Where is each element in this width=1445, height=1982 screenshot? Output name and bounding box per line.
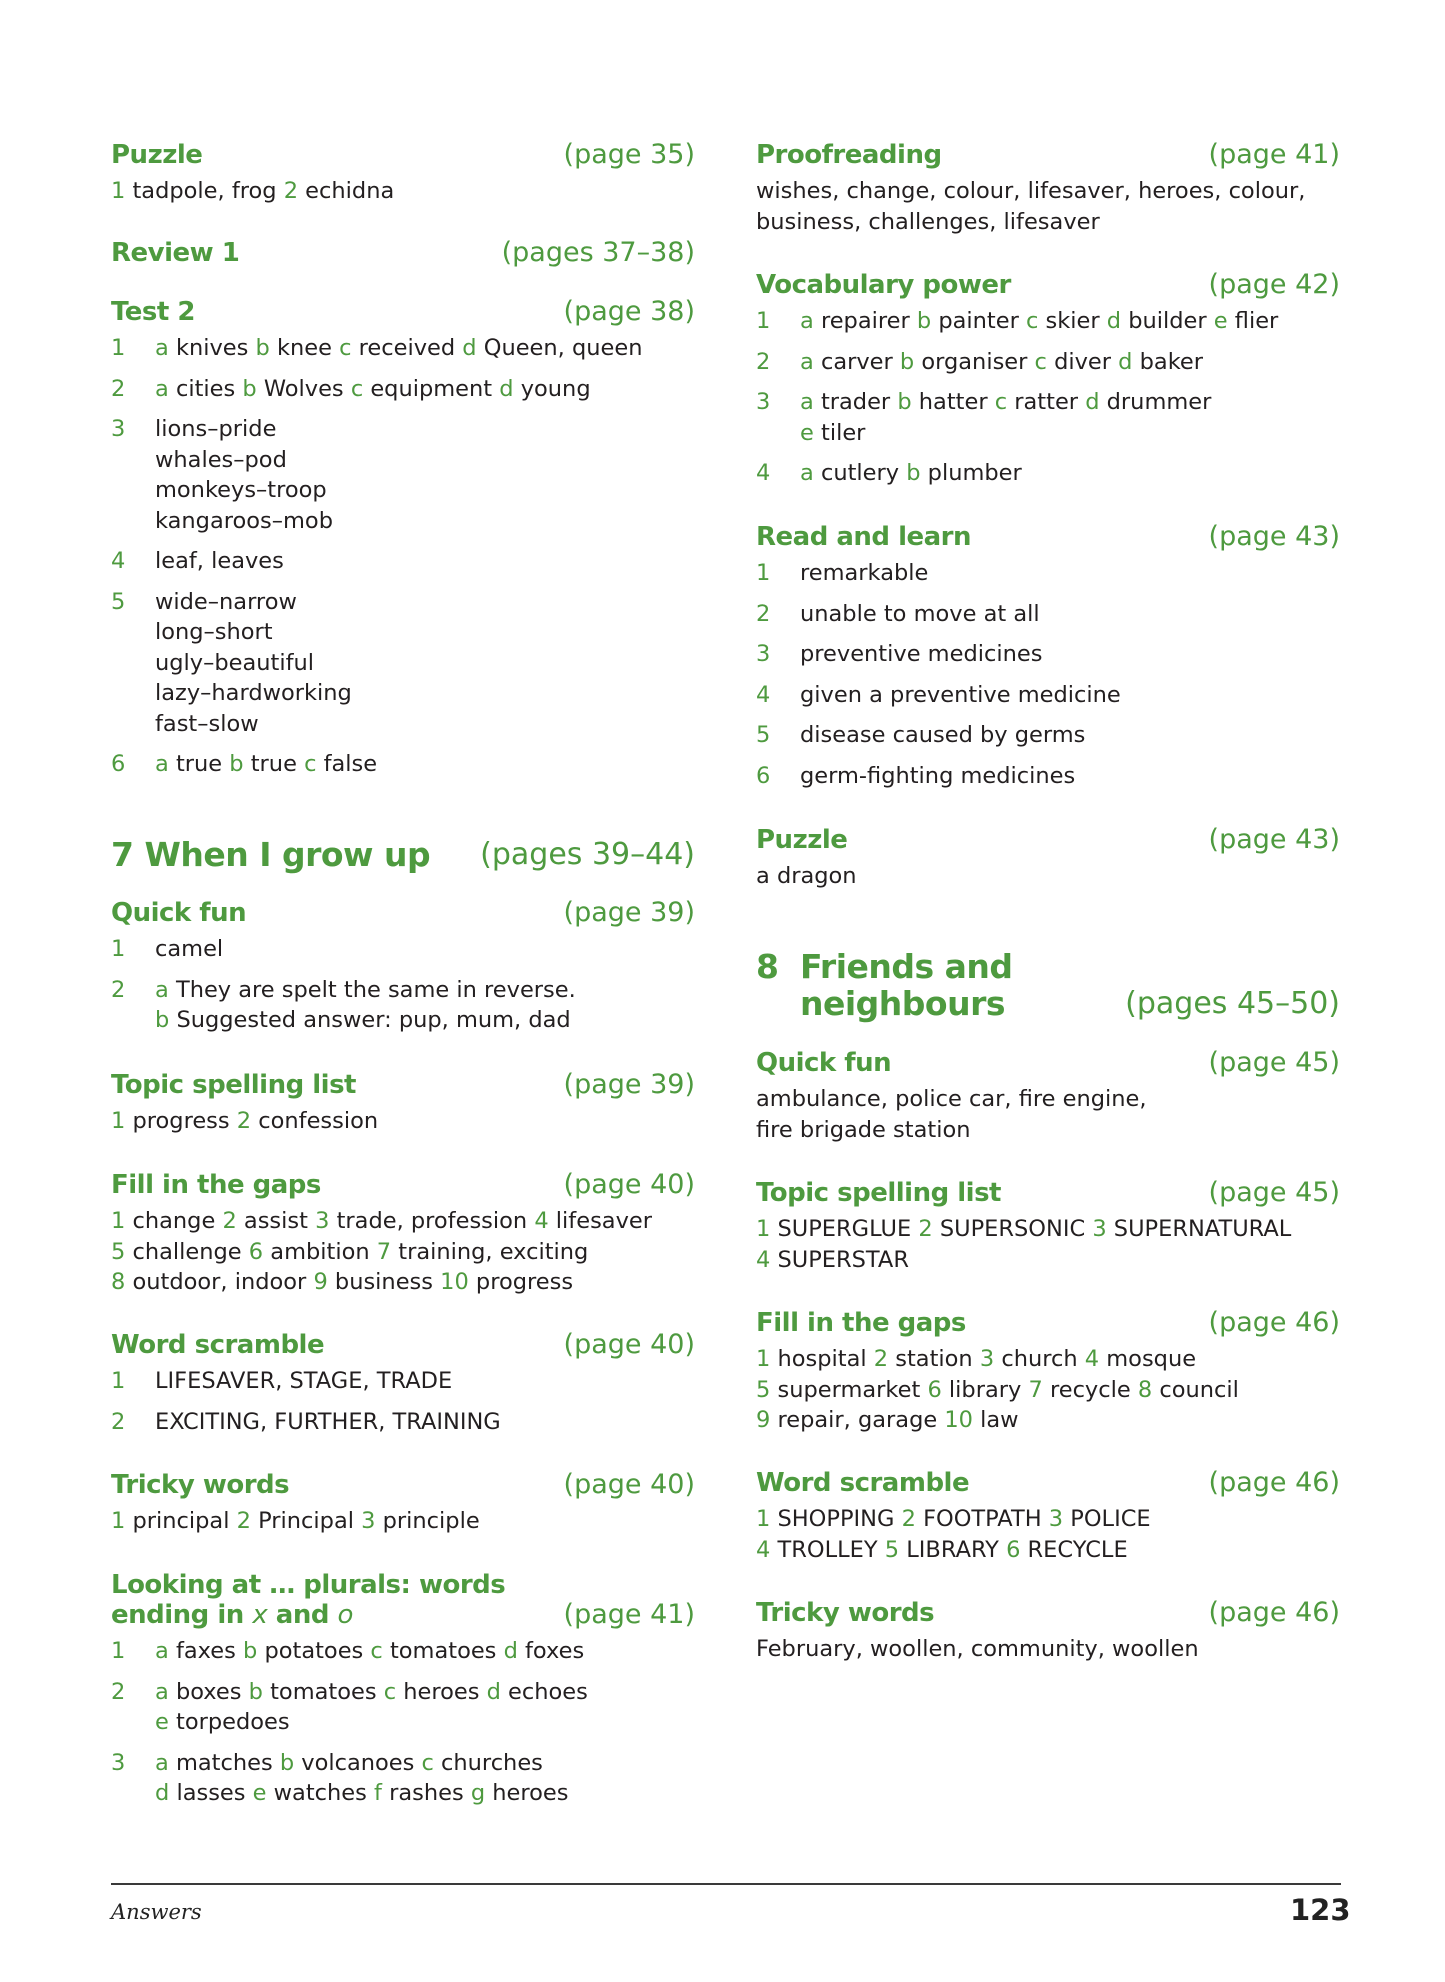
page-ref: (page 40) [563,1329,695,1360]
section-title: Vocabulary power [756,270,1011,300]
page-ref: (pages 37–38) [501,237,695,268]
section-title: Tricky words [111,1470,290,1500]
answer-item: 2 a carver b organiser c diver d baker [756,348,1204,375]
answer-item: 2 a boxes b tomatoes c heroes d echoes e torpedoes [111,1678,588,1735]
answer-item: 1 a repairer b painter c skier d builder e flier [756,308,1279,334]
answer-line: 1 tadpole, frog 2 echidna [111,178,395,204]
section-title: Word scramble [756,1468,970,1498]
page-ref: (page 40) [563,1169,695,1200]
section-tricky-words-40: Tricky words (page 40) 1 principal 2 Principal 3 principle [111,1469,695,1534]
section-title: Word scramble [111,1330,325,1360]
section-title: Puzzle [756,825,848,855]
section-vocabulary-power-42 [756,270,1340,499]
answer-item: 2 unable to move at all [756,600,1040,627]
page-ref: (page 41) [563,1599,695,1630]
page-ref: (page 45) [1208,1047,1340,1078]
answer-item: 2 a cities b Wolves c equipment d young [111,375,591,402]
answer-item: 1 remarkable [756,560,929,586]
page-ref: (page 43) [1208,521,1340,552]
section-puzzle-35 [111,140,695,207]
section-test-2 [111,297,695,790]
page-ref: (page 39) [563,1069,695,1100]
answer-item: 3 a matches b volcanoes c churches d lasses e watches f rashes g heroes [111,1749,569,1806]
section-word-scramble-40 [111,1330,695,1447]
section-review-1 [111,238,695,268]
section-title: Test 2 [111,297,195,327]
section-title: Tricky words [756,1598,935,1628]
answer-item: 1 LIFESAVER, STAGE, TRADE [111,1368,453,1394]
section-title: Read and learn [756,522,972,552]
answer-item: 5 wide–narrow long–short ugly–beautiful lazy–hardworking fast–slow [111,588,352,737]
section-puzzle-43: Puzzle (page 43) a dragon [756,824,1340,889]
section-title: Topic spelling list [111,1070,356,1100]
section-title: Review 1 [111,238,240,268]
page-ref: (page 38) [563,296,695,327]
answer-item: 4 given a preventive medicine [756,681,1121,708]
answer-item: 5 disease caused by germs [756,722,1086,748]
answer-item: 2 EXCITING, FURTHER, TRAINING [111,1408,501,1435]
section-quick-fun-39 [111,898,695,1046]
section-quick-fun-45: Quick fun (page 45) ambulance, police car, fire engine, fire brigade station [756,1047,1340,1143]
section-proofreading-41: Proofreading (page 41) wishes, change, colour, lifesaver, heroes, colour, business, challenges, lifesaver [756,139,1340,235]
answer-item: 1 a faxes b potatoes c tomatoes d foxes [111,1638,585,1664]
answer-item: 1 a knives b knee c received d Queen, queen [111,335,643,361]
page-ref: (page 35) [563,139,695,170]
section-plurals-41 [111,1570,695,1819]
page-ref: (page 43) [1208,824,1340,855]
answer-item: 6 a true b true c false [111,751,378,777]
section-title: Quick fun [111,898,247,928]
answer-item: 3 a trader b hatter c ratter d drummer e tiler [756,389,1212,446]
section-title: Puzzle [111,140,203,170]
chapter-7-heading [111,836,695,873]
section-fill-gaps-40: Fill in the gaps (page 40) 1 change 2 assist 3 trade, profession 4 lifesaver 5 challenge 6 ambition 7 training, exciting 8 outdoor, indoor 9 business 10 progress [111,1169,695,1295]
page-number: 123 [1290,1893,1351,1927]
section-title: Quick fun [756,1048,892,1078]
section-word-scramble-46: Word scramble (page 46) 1 SHOPPING 2 FOOTPATH 3 POLICE 4 TROLLEY 5 LIBRARY 6 RECYCLE [756,1467,1340,1563]
section-title: Looking at … plurals: words ending in x and o [111,1570,506,1630]
page-ref: (page 46) [1208,1467,1340,1498]
chapter-title: 8 Friends and neighbours [756,947,1013,1023]
answer-item: 6 germ-fighting medicines [756,762,1076,789]
section-title: Fill in the gaps [756,1308,966,1338]
page-ref: (page 41) [1208,139,1340,170]
section-tricky-words-46: Tricky words (page 46) February, woollen, community, woollen [756,1597,1340,1662]
answer-item: 3 preventive medicines [756,641,1043,667]
section-topic-spelling-45: Topic spelling list (page 45) 1 SUPERGLUE 2 SUPERSONIC 3 SUPERNATURAL 4 SUPERSTAR [756,1177,1340,1273]
footer-label: Answers [111,1900,202,1924]
answer-item: 4 a cutlery b plumber [756,460,1022,486]
section-read-and-learn-43 [756,522,1340,801]
page-ref: (page 42) [1208,269,1340,300]
footer-divider [111,1883,1341,1885]
page-ref: (page 46) [1208,1307,1340,1338]
answer-item: 3 lions–pride whales–pod monkeys–troop kangaroos–mob [111,416,333,534]
chapter-title: 7 When I grow up [111,835,431,874]
chapter-8-heading [756,948,1340,1022]
page-ref: (page 45) [1208,1177,1340,1208]
section-topic-spelling-39 [111,1070,695,1137]
page-ref: (pages 39–44) [480,837,695,872]
answer-item: 1 camel [111,936,224,962]
answer-item: 2 a They are spelt the same in reverse. b Suggested answer: pup, mum, dad [111,976,576,1033]
page-ref: (page 46) [1208,1597,1340,1628]
section-title: Fill in the gaps [111,1170,321,1200]
section-title: Proofreading [756,140,942,170]
page-ref: (page 40) [563,1469,695,1500]
answer-item: 4 leaf, leaves [111,548,284,574]
section-fill-gaps-46: Fill in the gaps (page 46) 1 hospital 2 station 3 church 4 mosque 5 supermarket 6 library 7 recycle 8 council 9 repair, garage 10 law [756,1307,1340,1433]
answer-line: 1 progress 2 confession [111,1108,379,1134]
page-ref: (pages 45–50) [1125,986,1340,1021]
section-title: Topic spelling list [756,1178,1001,1208]
page-ref: (page 39) [563,897,695,928]
